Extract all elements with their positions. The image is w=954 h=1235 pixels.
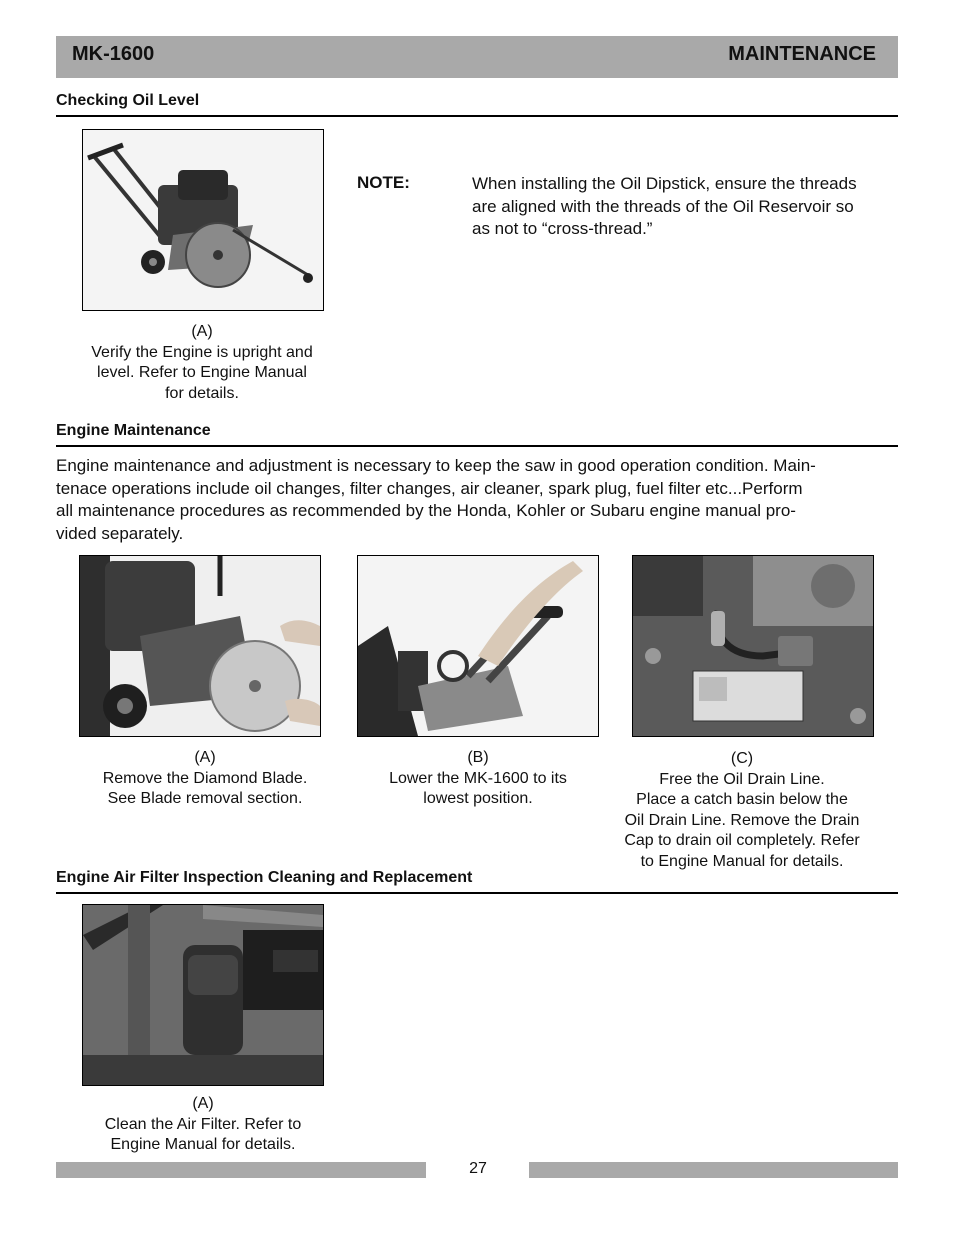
caption-line: Remove the Diamond Blade. [102, 769, 308, 787]
lower-saw-photo [357, 555, 599, 737]
caption-line: See Blade removal section. [107, 790, 303, 807]
caption-line: for details. [165, 384, 239, 402]
body-line: vided separately. [56, 523, 184, 543]
note-line: When installing the Oil Dipstick, ensure the threads [472, 174, 857, 193]
air-filter-rule [56, 892, 898, 894]
caption-line: Verify the Engine is upright and [91, 343, 313, 361]
caption-line: Engine Manual for details. [110, 1136, 296, 1153]
figure-label: (B) [467, 749, 489, 766]
air-filter-heading: Engine Air Filter Inspection Cleaning and Replacement [56, 869, 473, 886]
figure-label: (A) [191, 323, 213, 340]
air-filter-caption [72, 1094, 334, 1156]
model-title: MK-1600 [72, 43, 155, 65]
engine-maintenance-rule [56, 445, 898, 447]
figure-label: (C) [730, 750, 754, 767]
oil-level-caption [72, 322, 332, 404]
body-line: all maintenance procedures as recommended by the Honda, Kohler or Subaru engine manual pro- [56, 501, 796, 520]
oil-drain-photo [632, 555, 874, 737]
section-title: MAINTENANCE [728, 43, 876, 65]
remove-blade-caption [74, 748, 336, 810]
caption-line: Oil Drain Line. Remove the Drain [624, 811, 860, 829]
caption-line: Lower the MK-1600 to its [389, 769, 567, 787]
oil-drain-caption [611, 749, 873, 872]
note-line: are aligned with the threads of the Oil Reservoir so [472, 196, 854, 216]
footer-bar-left [56, 1162, 426, 1178]
engine-maintenance-body [56, 455, 901, 545]
caption-line: to Engine Manual for details. [640, 852, 844, 870]
note-line: as not to “cross-thread.” [472, 219, 653, 238]
caption-line: level. Refer to Engine Manual [97, 364, 307, 381]
page-number: 27 [469, 1160, 487, 1177]
caption-line: Free the Oil Drain Line. [659, 770, 825, 788]
remove-blade-photo [79, 555, 321, 737]
oil-level-heading: Checking Oil Level [56, 92, 200, 109]
air-filter-photo [82, 904, 324, 1086]
saw-upright-photo [82, 129, 324, 311]
body-line: Engine maintenance and adjustment is necessary to keep the saw in good operation condition. Main- [56, 456, 816, 475]
figure-label: (A) [192, 1095, 214, 1112]
note-label: NOTE: [357, 173, 410, 192]
caption-line: Clean the Air Filter. Refer to [104, 1115, 302, 1133]
footer-bar-right [529, 1162, 898, 1178]
oil-level-rule [56, 115, 898, 117]
body-line: tenace operations include oil changes, filter changes, air cleaner, spark plug, fuel filter etc...Perform [56, 478, 803, 498]
figure-label: (A) [194, 749, 216, 766]
engine-maintenance-heading: Engine Maintenance [56, 422, 211, 439]
caption-line: Place a catch basin below the [636, 791, 848, 808]
note-text [472, 173, 902, 241]
caption-line: lowest position. [423, 790, 533, 807]
lower-saw-caption [347, 748, 609, 810]
caption-line: Cap to drain oil completely. Refer [624, 832, 860, 849]
